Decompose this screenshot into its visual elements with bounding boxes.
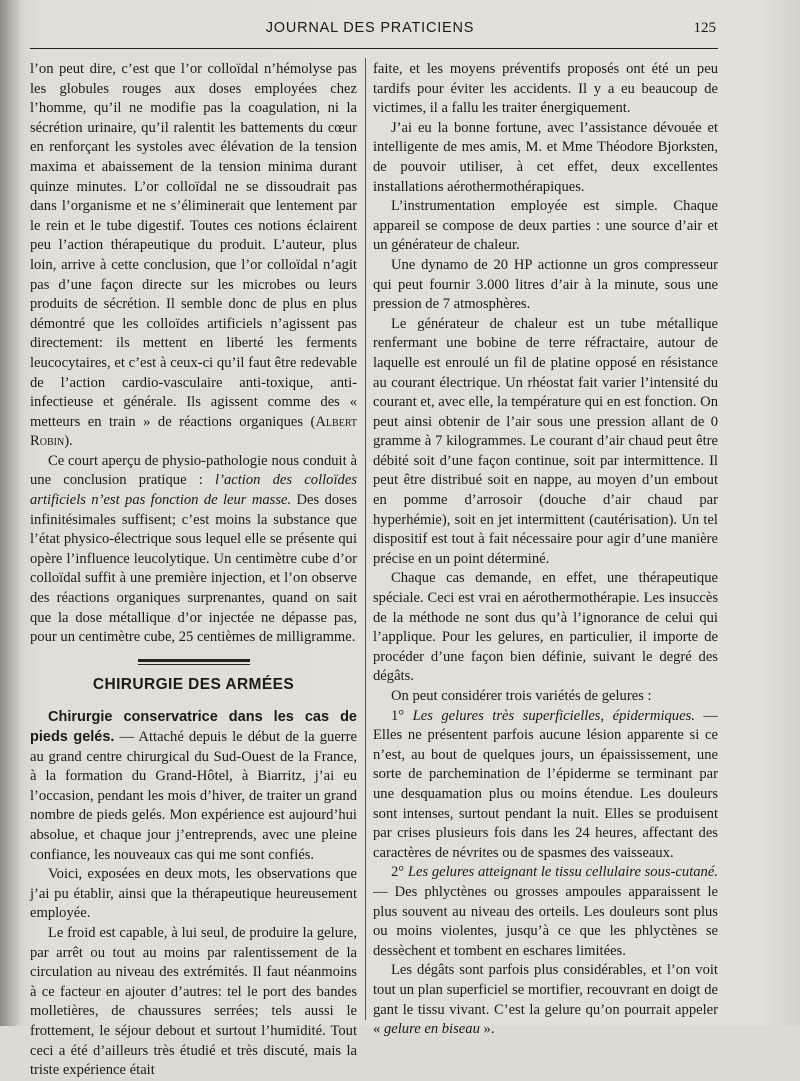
paragraph-text: Ce court aperçu de physio-pathologie nous conduit à une conclusion pratique :: [30, 452, 357, 489]
paragraph: L’instrumentation employée est simple. Chaque appareil se compose de deux parties : une source d’air et un générateur de chaleur.: [373, 198, 718, 254]
paragraph: [373, 961, 718, 1039]
paragraph-text: Les dégâts sont parfois plus considérables, et l’on voit tout un plan superficiel se mortifier, recouvrant en doigt de gant le tissu vivant. C’est la gelure qu’on pourrait appeler «: [373, 962, 718, 1038]
paragraph: Une dynamo de 20 HP actionne un gros compresseur qui peut fournir 3.000 litres d’air à la minute, sous une pression de 7 atmosphères.: [373, 256, 718, 313]
section-separator-thin: [138, 664, 250, 665]
page-number: 125: [693, 20, 716, 36]
running-header: [30, 20, 716, 44]
column-divider: [365, 58, 366, 1020]
paragraph: [30, 708, 357, 865]
right-column: [373, 60, 718, 1040]
author-name: Albert Robin: [30, 413, 357, 450]
paragraph-text: — Elles ne présentent parfois aucune lésion apparente si ce n’est, au bout de quelques jours, un épaississement, une sorte de parchemination de l’épiderme se terminant par une desquamation plus ou moins étendue. Les douleurs sont intenses, surtout pendant la nuit. Elles se produisent par crises plusieurs fois dans les 24 heures, affectant des caractères de névrites ou de spasmes des vaisseaux.: [373, 707, 718, 861]
left-column: [30, 60, 357, 1081]
section-separator: [138, 659, 250, 662]
paragraph: Le générateur de chaleur est un tube métallique renfermant une bobine de terre réfractaire, autour de laquelle est enroulé un fil de platine opposé en résistance au courant électrique. Un rhéostat fait varier l’intensité du courant et, avec elle, la température qui en est fonction. On peut ainsi obtenir de l’air sous une pression allant de 0 gramme à 7 kilogrammes. Le courant d’air chaud peut être débité soit d’une façon continue, soit par intermittence. Il peut être distribué soit en nappe, au moyen d’un embout en pomme d’arrosoir (douche d’air chaud par hyperhémie), soit en jet intermittent (cautérisation). Un tel dispositif est tout à fait nécessaire pour agir d’une manière précise en un point déterminé.: [373, 315, 718, 567]
subsection-title: Chirurgie conservatrice dans les cas de pieds gelés.: [30, 709, 357, 745]
paragraph-text: l’on peut dire, c’est que l’or colloïdal n’hémolyse pas les globules rouges aux doses employées chez l’homme, qu’il ne modifie pas la coagulation, ni la sécrétion urinaire, qu’il ralentit les battements du cœur en renforçant les systoles avec élévation de la tension maxima et abaissement de la tension minima durant quinze minutes. L’or colloïdal ne se dissoudrait pas dans l’organisme et ne s’éliminerait que lentement par le rein et le tube digestif. Toutes ces notions éclairent peu l’action thérapeutique du produit. L’auteur, plus loin, arrive à cette conclusion, que l’or colloïdal n’agit pas d’une façon directe sur les microbes ou leurs produits de sécrétion. Il semble donc de plus en plus démontré que les colloïdes artificiels n’agissent pas directement: ils mettent en liberté les ferments leucocytaires, et c’est à ceux-ci qu’il faut être redevable de l’action cardio-vasculaire anti-toxique, anti-infectieuse et générale. Ils agissent comme des « metteurs en train » de réactions organiques (: [30, 61, 357, 430]
paragraph: [373, 707, 718, 864]
paragraph: Voici, exposées en deux mots, les observations que j’ai pu établir, ainsi que la thérapeutique heureusement employée.: [30, 866, 357, 922]
journal-title: JOURNAL DES PRATICIENS: [265, 20, 475, 36]
paragraph-text: ».: [479, 1021, 495, 1038]
list-number: 2°: [391, 864, 408, 881]
emphasis-text: l’action des colloïdes artificiels n’est pas fonction de leur masse.: [30, 472, 357, 509]
paragraph: Chaque cas demande, en effet, une thérapeutique spéciale. Ceci est vrai en aérothermothérapie. Les insuccès de la méthode ne sont dus qu’à l’ignorance de celui qui l’applique. Pour les gelures, en particulier, il importe de procéder d’une façon bien définie, suivant le degré des dégâts.: [373, 570, 718, 685]
paragraph: Le froid est capable, à lui seul, de produire la gelure, par arrêt ou tout au moins par ralentissement de la circulation au niveau des extrémités. Il faut néanmoins à ce facteur en ajouter d’autres: tel le port des bandes molletières, de chaussures serrées; tels aussi le frottement, le séjour debout et surtout l’humidité. Tout ceci a été d’ailleurs très étudié et très discuté, mais la triste expérience était: [30, 924, 357, 1079]
emphasis-text: gelure en biseau: [383, 1021, 480, 1038]
paragraph-text: Des doses infinitésimales suffisent; c’est moins la substance que l’état physico-électrique sous lequel elle se présente qui opère l’influence leucolytique. Un centimètre cube d’or colloïdal suffit à une première injection, et l’on observe des réactions organiques surprenantes, quand on sait que la dose métallique d’or injectée ne dépasse pas, pour un centimètre cube, 25 centièmes de milligramme.: [30, 492, 357, 646]
header-rule: [30, 48, 718, 49]
paragraph: On peut considérer trois variétés de gelures :: [391, 688, 652, 704]
paragraph: [30, 60, 357, 452]
section-title: CHIRURGIE DES ARMÉES: [92, 675, 295, 693]
paragraph-text: — Attaché depuis le début de la guerre au grand centre chirurgical du Sud-Ouest de la France, à la formation du Grand-Hôtel, à Biarritz, j’ai eu l’occasion, pendant les mois d’hiver, de traiter un grand nombre de pieds gelés. Mon expérience est aujourd’hui absolue, et chaque jour j’entreprends, avec une pleine confiance, les nouveaux cas qui me sont confiés.: [30, 729, 357, 863]
emphasis-text: Les gelures très superficielles, épidermiques.: [412, 707, 695, 724]
paragraph: [30, 452, 357, 648]
list-number: 1°: [391, 707, 413, 724]
paragraph: faite, et les moyens préventifs proposés ont été un peu tardifs pour éviter les accidents. Il y a eu beaucoup de victimes, il a fallu les traiter énergiquement.: [373, 61, 718, 117]
paragraph: [373, 863, 718, 961]
emphasis-text: Les gelures atteignant le tissu cellulaire sous-cutané.: [407, 864, 718, 881]
paragraph-text: — Des phlyctènes ou grosses ampoules apparaissent le plus souvent au niveau des orteils. Les douleurs sont plus ou moins violentes, jusqu’à ce que les phlyctènes se dessèchent et tombent en eschares limitées.: [373, 883, 718, 959]
binding-shadow: [0, 0, 22, 1026]
paragraph-text: ).: [64, 433, 73, 450]
paragraph: J’ai eu la bonne fortune, avec l’assistance dévouée et intelligente de mes amis, M. et Mme Théodore Bjorksten, de pouvoir utiliser, à cet effet, deux excellentes installations aérothermothérapiques.: [373, 119, 718, 195]
